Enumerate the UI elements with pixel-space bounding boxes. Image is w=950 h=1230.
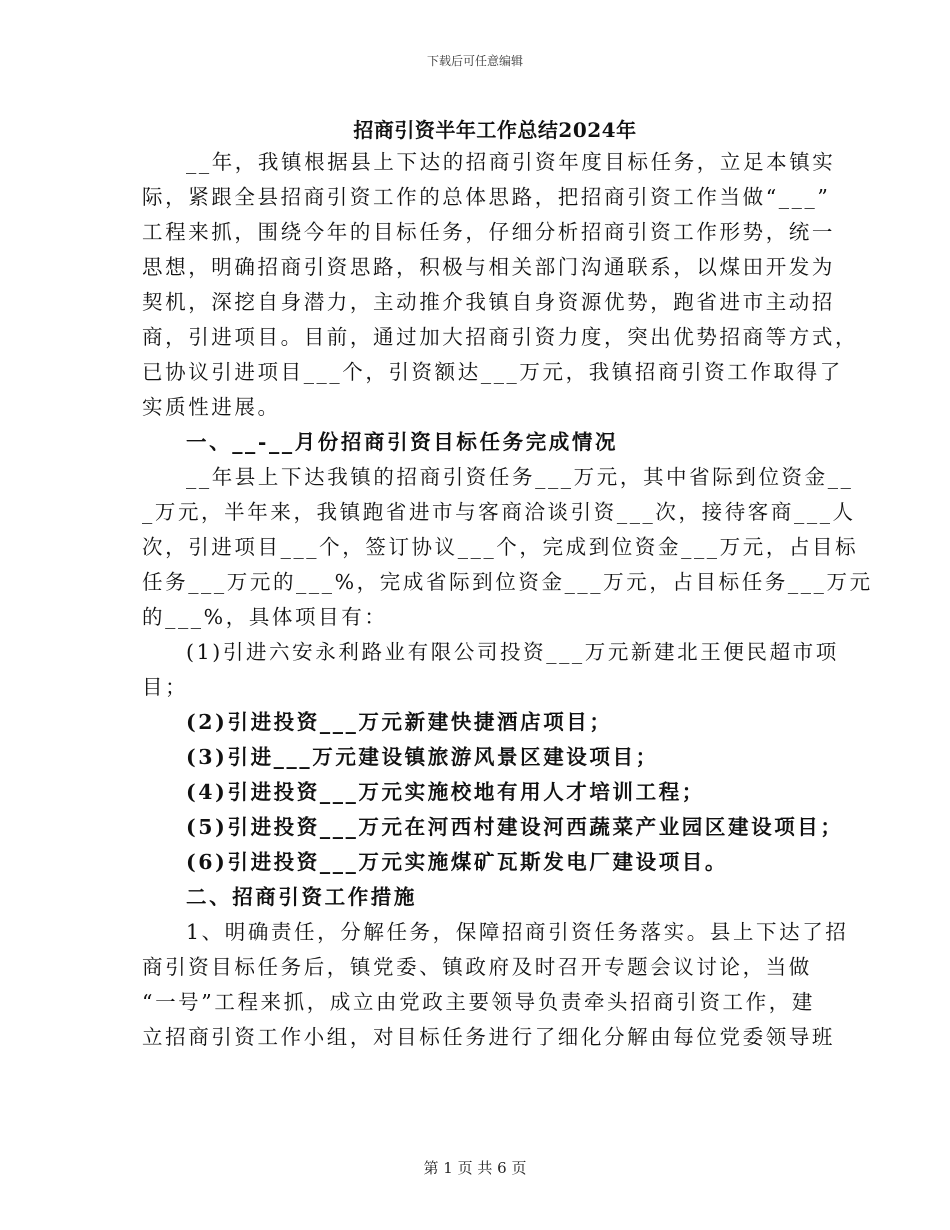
section-heading: 二、招商引资工作措施 — [186, 885, 417, 909]
paragraph-line: __年县上下达我镇的招商引资任务___万元，其中省际到位资金__ — [186, 465, 854, 489]
project-item: (5)引进投资___万元在河西村建设河西蔬菜产业园区建设项目； — [186, 815, 844, 839]
paragraph-line: 商，引进项目。目前，通过加大招商引资力度，突出优势招商等方式， — [142, 325, 859, 349]
document-body — [142, 145, 873, 1055]
project-item: (1)引进六安永利​路业有限公司投资___万元新建北王便民超市项 — [186, 640, 839, 664]
paragraph-line: 已协议引进项目___个，引资额达___万元，我镇招商引资工作取得了 — [142, 360, 843, 384]
paragraph-line: 工程来抓，围绕今年的目标任务，仔细分析招商引资工作形势，统一 — [142, 220, 835, 244]
paragraph-line: 次，引进项目___个，签订协议___个，完成到位资金___万元，占目标 — [142, 535, 859, 559]
paragraph-line: _万元，半年来，我镇跑省进市与客商洽谈引资___次，接待客商___人 — [142, 500, 856, 524]
paragraph-line: 任务___万元的___%，完成省际到位资金___万元，占目标任务___万元 — [142, 570, 873, 594]
paragraph-line: 立招商引资工作小组，对目标任务进行了细化分解由每位党委领导班 — [142, 1025, 835, 1049]
document-title: 招商引资半年工作总结2024年 — [353, 118, 637, 142]
paragraph-line: __年，我镇根据县上下达的招商引资年度目标任务，立足本镇实 — [186, 150, 836, 174]
paragraph-line: “一号”工程来抓，成立由党政主要领导负责牵头招商引资工作，建 — [142, 990, 815, 1014]
paragraph-line: 的___%，具体项目有： — [142, 605, 388, 629]
header-note: 下载后可任意编辑 — [426, 54, 523, 68]
paragraph-line: 商引资目标任务后，镇党委、镇政府及时召开专题会议讨论，当做 — [142, 955, 812, 979]
paragraph-line: 1、明确责任，分解任务，保障招商引资任务落实。县上下达了招 — [186, 920, 849, 944]
paragraph-line: 思想，明确招商引资思路，积极与相关部门沟通联系，以煤田开发为 — [142, 255, 835, 279]
project-item-continuation: 目； — [142, 675, 189, 699]
project-item: (6)引进投资___万元实施煤矿瓦斯发电厂建设项目。 — [186, 850, 729, 874]
project-item: (3)引进___万元建设镇旅游风景区建设项目； — [186, 745, 659, 769]
project-item: (4)引进投资___万元实施校地有用人才培训工程； — [186, 780, 705, 804]
section-heading: 一、__-__月份招商引资目标任务完成情况 — [186, 430, 619, 454]
paragraph-line: 实质性进展。 — [142, 395, 281, 419]
project-item: (2)引进投资___万元新建快捷酒店项目； — [186, 710, 613, 734]
page-indicator: 第 1 页 共 6 页 — [423, 1159, 527, 1177]
paragraph-line: 契机，深挖自身潜力，主动推介我镇自身资源优势，跑省进市主动招 — [142, 290, 835, 314]
paragraph-line: 际，紧跟全县招商引资工作的总体思路，把招商引资工作当做“___” — [142, 185, 831, 209]
